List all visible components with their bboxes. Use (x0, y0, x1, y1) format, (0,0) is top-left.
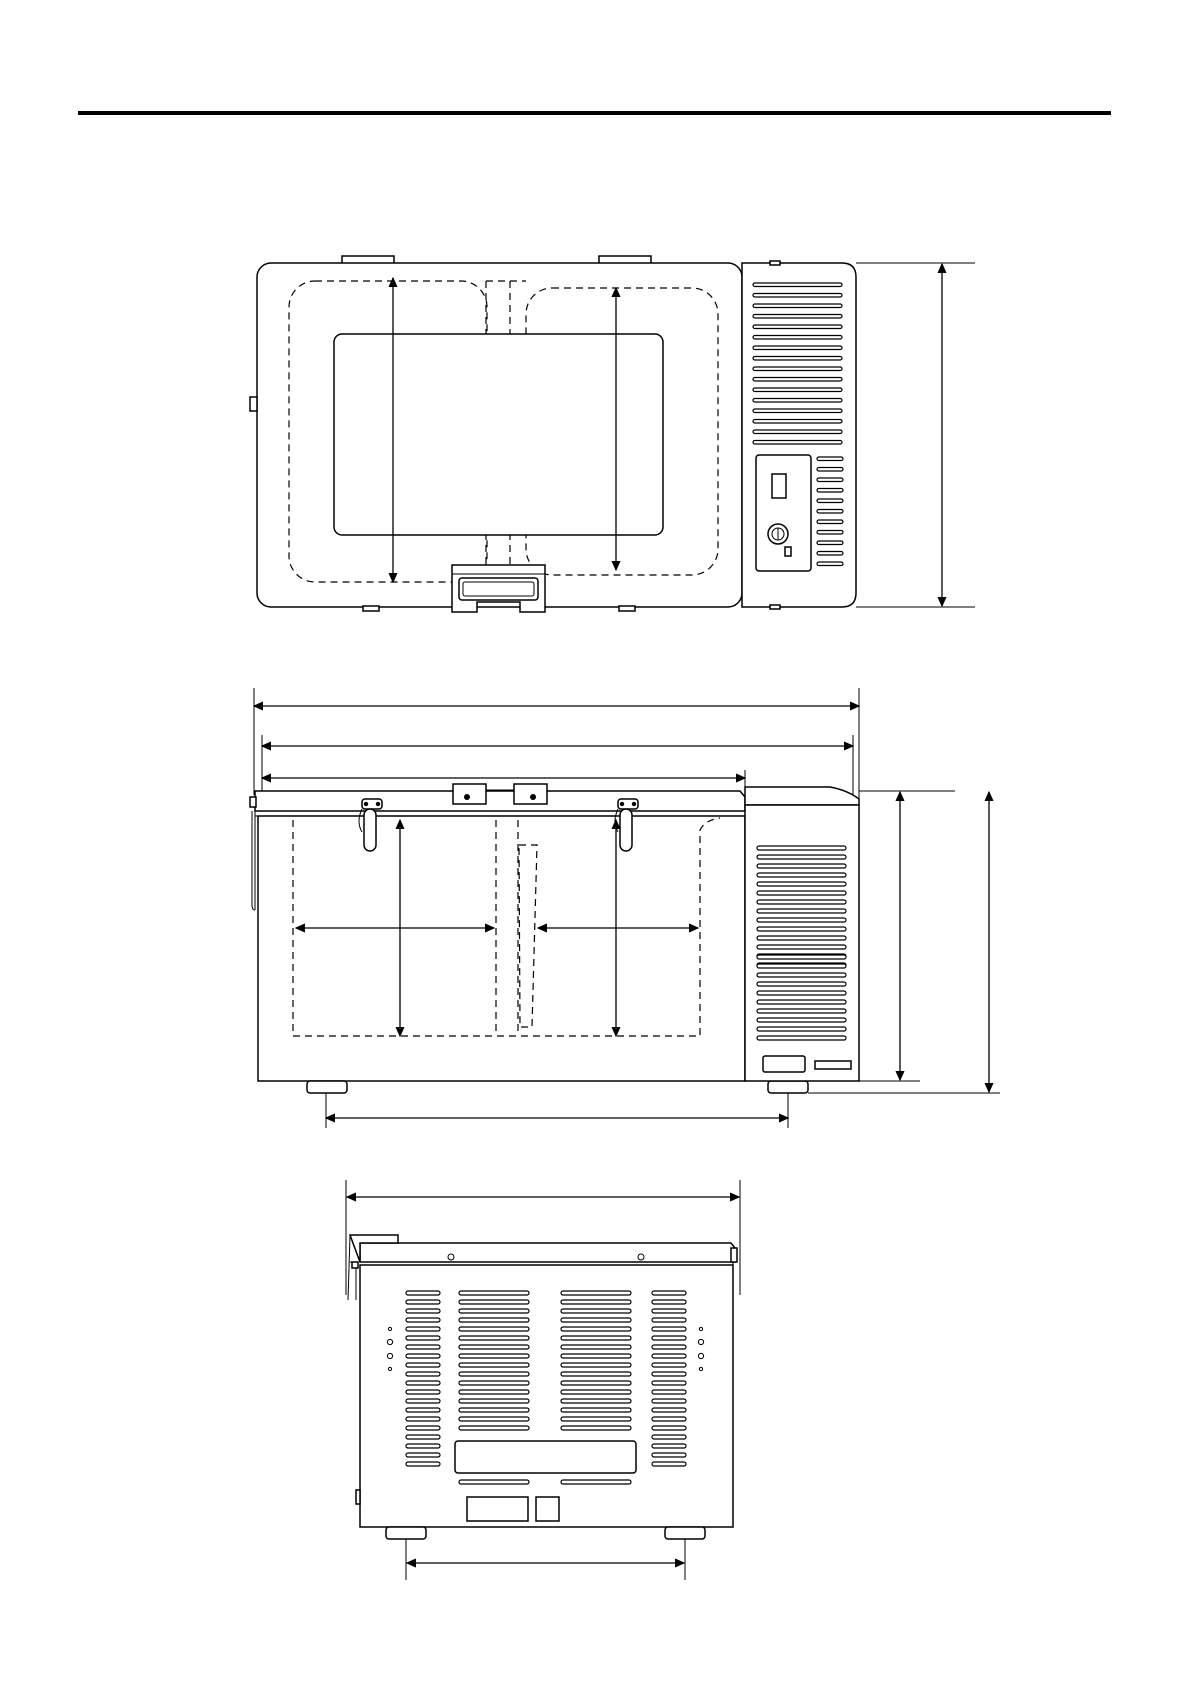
vent-slot (757, 982, 846, 986)
vent-slot (757, 927, 846, 931)
foot-left (363, 606, 379, 611)
side-lid (360, 1243, 735, 1262)
breaker-switch (536, 1497, 559, 1521)
vent-slot (652, 1300, 686, 1304)
vent-slot (652, 1345, 686, 1349)
vent-slot (757, 891, 846, 895)
vent-slot (817, 552, 843, 556)
vent-slot (406, 1309, 440, 1313)
vent-slot (406, 1381, 440, 1385)
vent-slot (561, 1318, 631, 1322)
vent-slot (561, 1300, 631, 1304)
foot-front-right (768, 1081, 808, 1093)
vent-slot (406, 1435, 440, 1439)
vent-slot (652, 1462, 686, 1466)
vent-slot (459, 1399, 529, 1403)
side-view (346, 1180, 740, 1580)
vent-slot (652, 1318, 686, 1322)
vent-slot (652, 1327, 686, 1331)
vent-slot (459, 1408, 529, 1412)
vent-slot (406, 1444, 440, 1448)
vent-slot (459, 1300, 529, 1304)
vent-slot (652, 1363, 686, 1367)
vent-slot (652, 1408, 686, 1412)
vent-slot (753, 399, 842, 403)
vent-slot (561, 1372, 631, 1376)
vent-slot (753, 315, 842, 319)
vent-slot (817, 457, 843, 461)
lid-hinge-left (453, 784, 486, 804)
vent-slot (561, 1291, 631, 1295)
display-window (772, 474, 786, 498)
vent-slot (757, 945, 846, 949)
vent-slot (757, 955, 846, 959)
vent-slot (757, 900, 846, 904)
vent-slot (652, 1417, 686, 1421)
vent-slot (406, 1291, 440, 1295)
vent-slot (753, 409, 842, 413)
vent-slot (652, 1426, 686, 1430)
vent-slot (561, 1426, 631, 1430)
vent-slot (561, 1354, 631, 1358)
vent-slot (753, 294, 842, 298)
vent-slot (406, 1462, 440, 1466)
vent-slot (406, 1372, 440, 1376)
vent-slot (561, 1417, 631, 1421)
vent-slot (652, 1453, 686, 1457)
vent-slot (561, 1336, 631, 1340)
rating-plate (455, 1441, 636, 1473)
vent-slot (757, 936, 846, 940)
vent-slot (817, 489, 843, 493)
vent-slot (753, 388, 842, 392)
vent-slot (753, 378, 842, 382)
vent-slot (817, 478, 843, 482)
vent-slot (459, 1336, 529, 1340)
vent-slot (406, 1327, 440, 1331)
vent-slot (753, 430, 842, 434)
vent-slot (406, 1318, 440, 1322)
vent-slot (561, 1480, 631, 1484)
vent-slot (652, 1444, 686, 1448)
vent-slot (652, 1291, 686, 1295)
vent-slot (406, 1300, 440, 1304)
vent-slot (753, 325, 842, 329)
vent-slot (561, 1327, 631, 1331)
vent-slot (406, 1390, 440, 1394)
vent-slot (561, 1363, 631, 1367)
vent-slot (459, 1363, 529, 1367)
vent-slot (652, 1336, 686, 1340)
top-view (250, 256, 975, 612)
vent-slot (757, 882, 846, 886)
vent-slot (561, 1408, 631, 1412)
front-view (250, 688, 1000, 1128)
front-label (815, 1061, 851, 1069)
vent-slot (561, 1399, 631, 1403)
vent-slot (459, 1318, 529, 1322)
vent-slot (757, 1027, 846, 1031)
vent-slot (652, 1309, 686, 1313)
power-inlet (467, 1497, 528, 1521)
vent-slot (459, 1480, 529, 1484)
foot-side-right (665, 1527, 705, 1539)
vent-slot (753, 367, 842, 371)
vent-slot (757, 1009, 846, 1013)
vent-slot (406, 1336, 440, 1340)
vent-slot (757, 873, 846, 877)
vent-slot (459, 1291, 529, 1295)
vent-slot (652, 1435, 686, 1439)
vent-slot (757, 909, 846, 913)
vent-slot (817, 562, 843, 566)
vent-slot (757, 864, 846, 868)
vent-slot (757, 1036, 846, 1040)
vent-slot (459, 1372, 529, 1376)
vent-slot (459, 1417, 529, 1421)
vent-slot (757, 991, 846, 995)
vent-slot (406, 1453, 440, 1457)
control-panel (756, 455, 811, 571)
lid-hinge-right (514, 784, 547, 804)
vent-slot (561, 1381, 631, 1385)
vent-slot (757, 855, 846, 859)
vent-slot (561, 1345, 631, 1349)
vent-slot (459, 1327, 529, 1331)
vent-slot (817, 520, 843, 524)
vent-slot (459, 1345, 529, 1349)
vent-slot (757, 918, 846, 922)
machine-top-cover (745, 787, 859, 805)
vent-slot (757, 846, 846, 850)
vent-slot (459, 1426, 529, 1430)
cabinet-body (258, 816, 745, 1081)
vent-slot (561, 1390, 631, 1394)
vent-slot (757, 1018, 846, 1022)
lid (255, 791, 745, 811)
vent-slot (757, 964, 846, 968)
vent-slot (652, 1381, 686, 1385)
vent-slot (652, 1390, 686, 1394)
vent-slot (753, 336, 842, 340)
vent-slot (561, 1309, 631, 1313)
vent-slot (406, 1426, 440, 1430)
side-knob (250, 397, 257, 411)
vent-slot (652, 1354, 686, 1358)
vent-slot (459, 1354, 529, 1358)
vent-slot (406, 1345, 440, 1349)
front-nameplate (763, 1056, 805, 1072)
foot-right (619, 606, 635, 611)
vent-slot (817, 499, 843, 503)
foot-front-left (307, 1081, 347, 1093)
vent-slot (406, 1408, 440, 1412)
vent-slot (406, 1363, 440, 1367)
vent-slot (753, 357, 842, 361)
vent-slot (406, 1354, 440, 1358)
vent-slot (652, 1372, 686, 1376)
vent-slot (459, 1309, 529, 1313)
vent-slot (459, 1390, 529, 1394)
vent-slot (753, 346, 842, 350)
vent-slot (817, 541, 843, 545)
vent-slot (817, 468, 843, 472)
vent-slot (753, 441, 842, 445)
indicator-lamp (785, 547, 791, 556)
vent-slot (757, 1000, 846, 1004)
vent-slot (753, 283, 842, 287)
vent-slot (406, 1417, 440, 1421)
vent-slot (753, 420, 842, 424)
vent-slot (753, 304, 842, 308)
vent-slot (757, 973, 846, 977)
vent-slot (817, 531, 843, 535)
lid-window (334, 334, 663, 535)
vent-slot (406, 1399, 440, 1403)
foot-side-left (386, 1527, 426, 1539)
vent-slot (652, 1399, 686, 1403)
vent-slot (459, 1381, 529, 1385)
vent-slot (817, 510, 843, 514)
